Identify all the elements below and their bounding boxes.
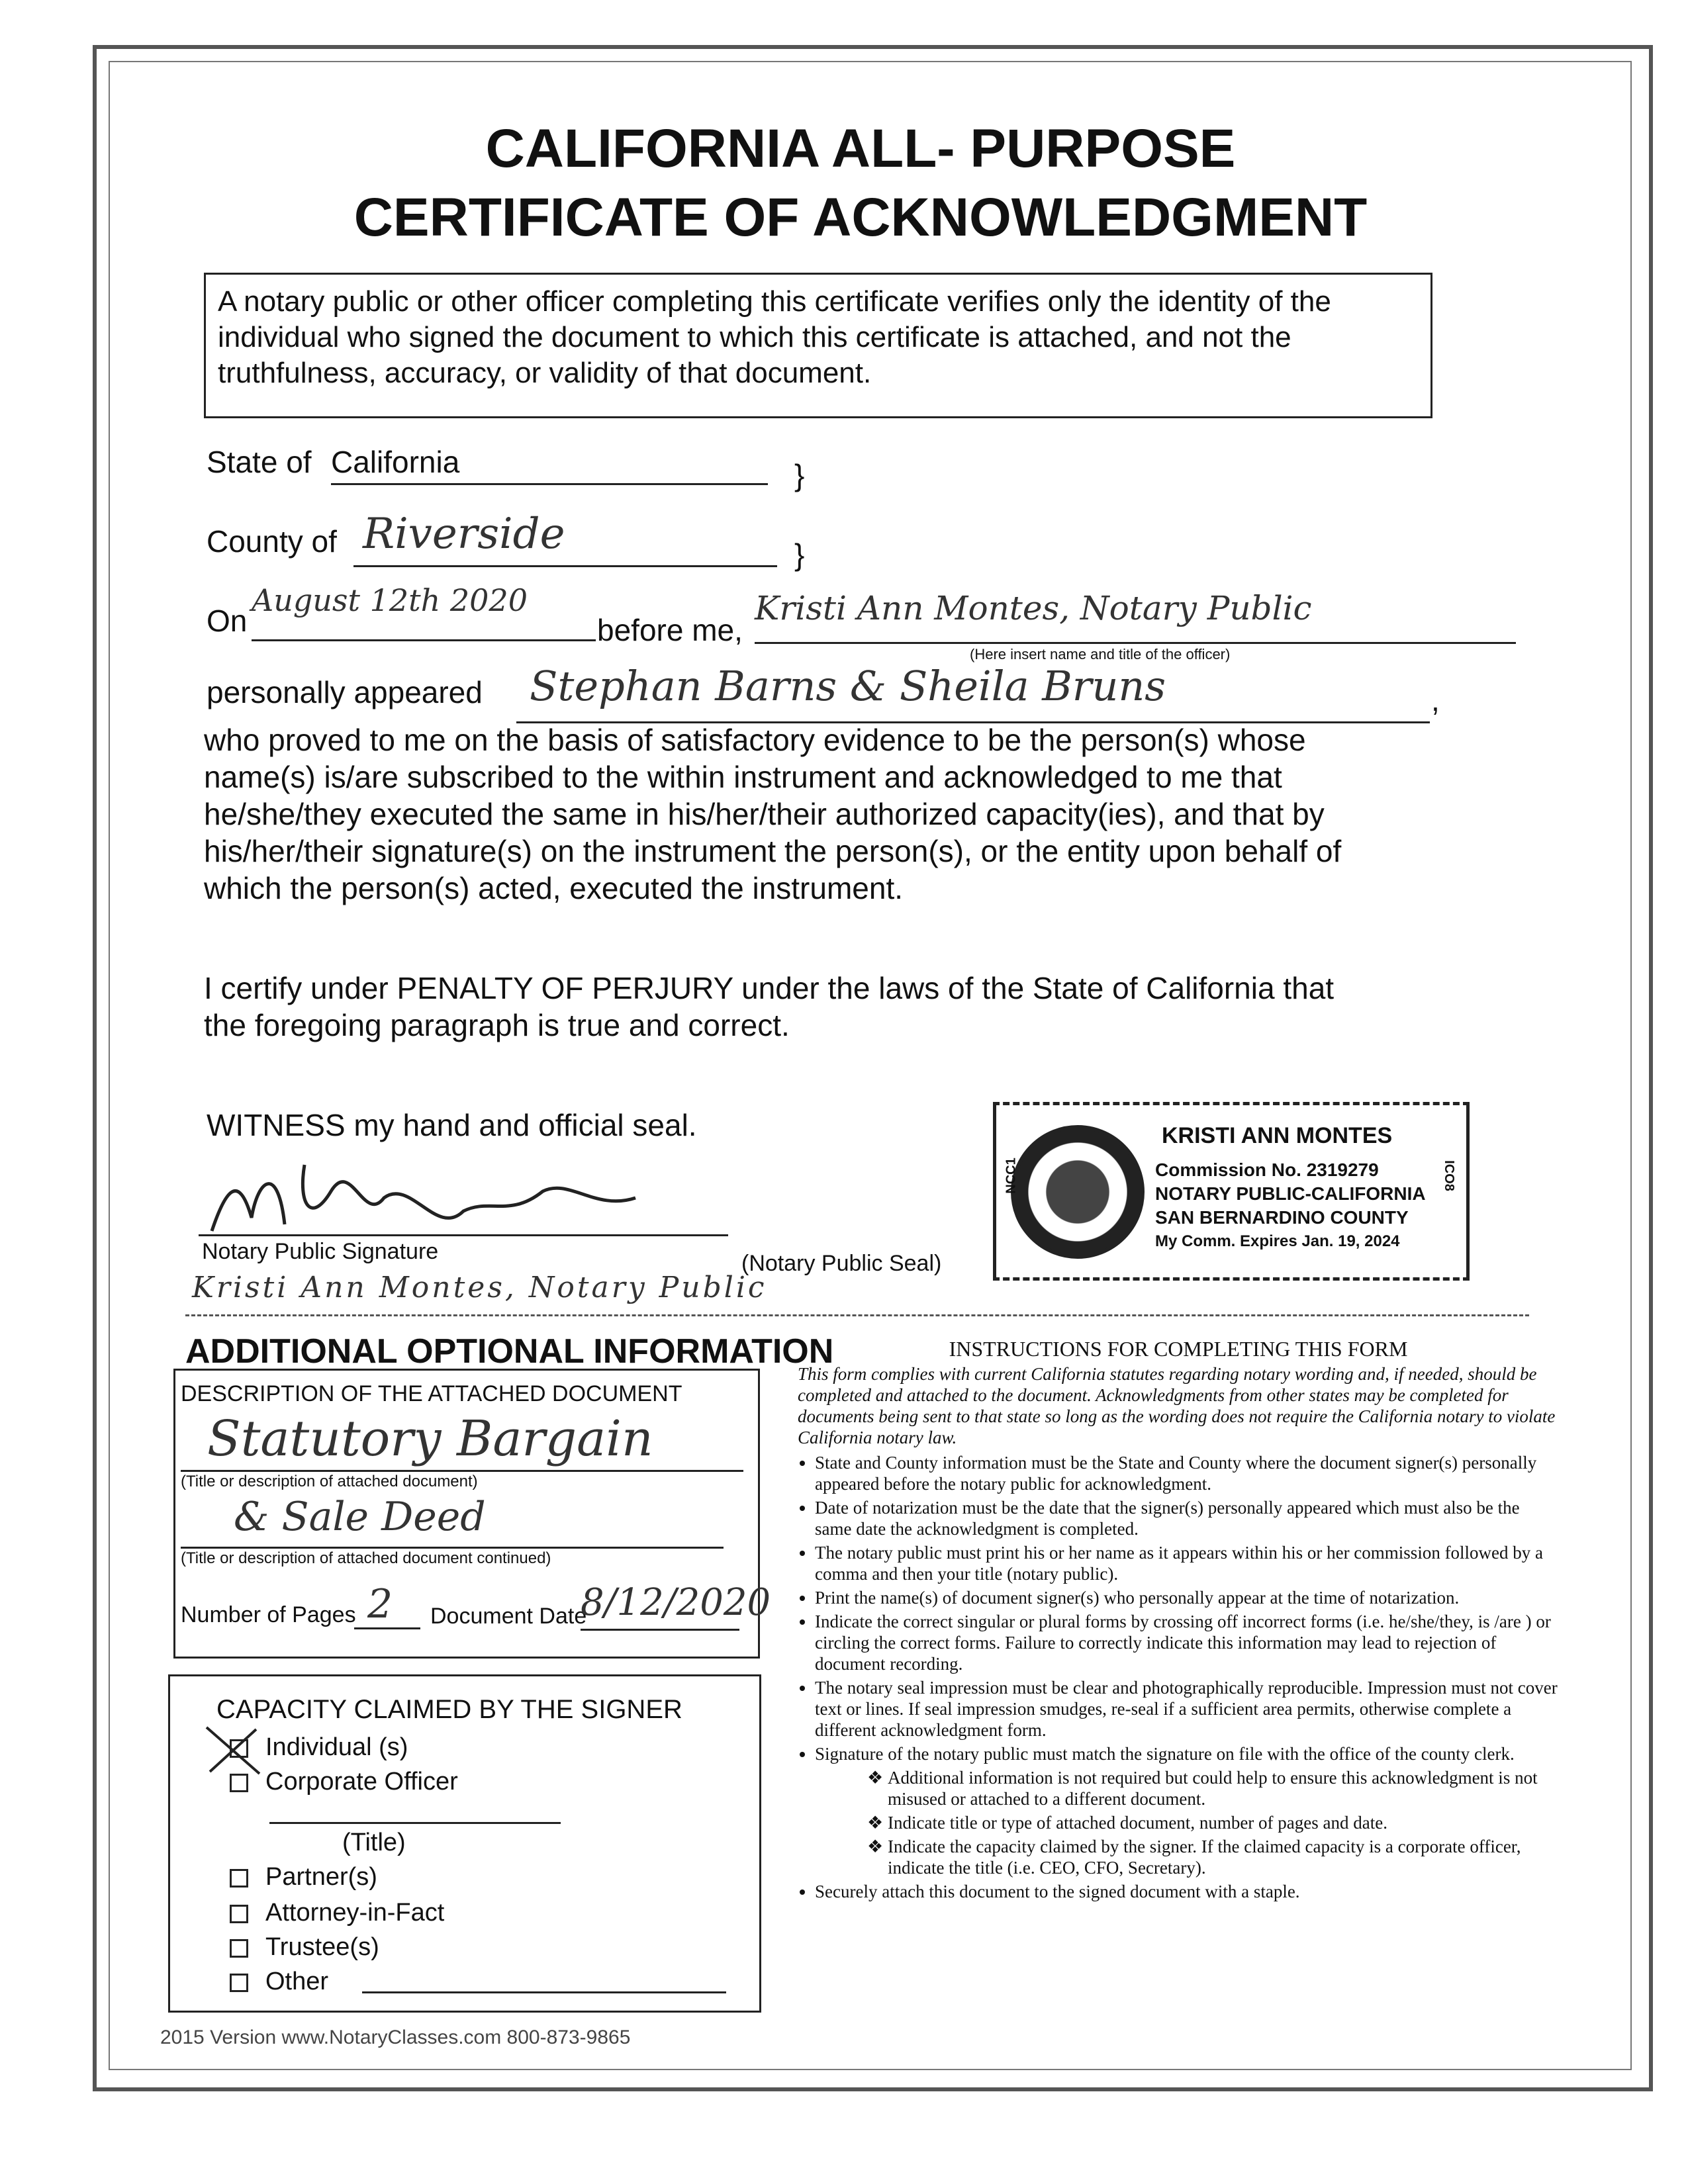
title-line-1: CALIFORNIA ALL- PURPOSE — [485, 118, 1236, 179]
pages-value: 2 — [367, 1581, 393, 1627]
seal-side-left: NCC1 — [1004, 1158, 1019, 1194]
trustee-label: Trustee(s) — [265, 1933, 379, 1961]
corporate-label: Corporate Officer — [265, 1768, 458, 1796]
doc-title-caption: (Title or description of attached document) — [181, 1473, 478, 1490]
state-label: State of — [207, 445, 312, 479]
instruction-item: • Date of notarization must be the date that the signer(s) personally appeared which must also be the same date the acknowledgment is completed. — [815, 1497, 1559, 1539]
state-field — [331, 443, 768, 485]
proof-line: name(s) is/are subscribed to the within instrument and acknowledged to me that — [204, 760, 1282, 794]
instruction-item: • Signature of the notary public must match the signature on file with the office of the county clerk. — [815, 1743, 1559, 1764]
county-label: County of — [207, 524, 337, 559]
instruction-item: • Print the name(s) of document signer(s) who personally appear at the time of notarization. — [815, 1587, 1559, 1608]
instructions — [798, 1338, 1559, 1905]
capacity-other[interactable] — [230, 1968, 328, 1996]
proof-line: which the person(s) acted, executed the instrument. — [204, 871, 904, 905]
partner-label: Partner(s) — [265, 1863, 377, 1891]
instruction-item: • The notary public must print his or her name as it appears within his or her commission followed by a comma and then your title (notary public). — [815, 1542, 1559, 1584]
individual-label: Individual (s) — [265, 1733, 408, 1761]
other-checkbox[interactable] — [230, 1974, 248, 1992]
corporate-checkbox[interactable] — [230, 1774, 248, 1792]
on-label: On — [207, 604, 248, 638]
instruction-item: • Indicate the correct singular or plural forms by crossing off incorrect forms (i.e. he/she/they, is /are ) or circling the correct forms. Failure to correctly indicate this information may lead to rejection of document recording. — [815, 1611, 1559, 1674]
printed-notary-name: Kristi Ann Montes, Notary Public — [192, 1271, 767, 1304]
officer-caption: (Here insert name and title of the officer) — [970, 646, 1231, 662]
instruction-item: • The notary seal impression must be clear and photographically reproducible. Impression must not cover text or lines. If seal impression smudges, re-seal if a sufficient area permits, otherwise complete a different acknowledgment form. — [815, 1677, 1559, 1741]
notary-signature — [199, 1152, 649, 1244]
doc-date-label: Document Date — [430, 1604, 587, 1629]
instruction-subitem: ❖ Indicate the capacity claimed by the signer. If the claimed capacity is a corporate officer, indicate the title (i.e. CEO, CFO, Secretary). — [888, 1836, 1559, 1878]
witness-statement: WITNESS my hand and official seal. — [207, 1108, 697, 1142]
appeared-value: Stephan Barns & Sheila Bruns — [530, 662, 1166, 710]
perjury-line: I certify under PENALTY OF PERJURY under the laws of the State of California that — [204, 971, 1335, 1005]
seal-expires: My Comm. Expires Jan. 19, 2024 — [1155, 1232, 1400, 1250]
instructions-intro: This form complies with current California statutes regarding notary wording and, if needed, should be completed and attached to the document. Acknowledgments from other states may be completed for documents being sent to that state so long as the wording does not require the California notary to violate California notary law. — [798, 1364, 1556, 1447]
capacity-corporate[interactable] — [230, 1768, 458, 1796]
signature-line — [199, 1234, 728, 1236]
doc-title-cont-field — [181, 1494, 724, 1549]
attorney-checkbox[interactable] — [230, 1905, 248, 1923]
capacity-attorney[interactable] — [230, 1899, 444, 1927]
seal-caption: (Notary Public Seal) — [741, 1251, 942, 1276]
appeared-field — [516, 662, 1430, 723]
title-line-2: CERTIFICATE OF ACKNOWLEDGMENT — [353, 187, 1368, 248]
county-value: Riverside — [363, 510, 565, 559]
seal-side-right: ICO8 — [1441, 1160, 1456, 1191]
instruction-item: • Securely attach this document to the signed document with a staple. — [815, 1881, 1559, 1902]
pages-field — [354, 1581, 420, 1629]
instructions-final — [798, 1881, 1559, 1902]
doc-title-cont-caption: (Title or description of attached document continued) — [181, 1549, 551, 1567]
instruction-item: • State and County information must be the State and County where the document signer(s) personally appeared before the notary public for acknowledgment. — [815, 1452, 1559, 1494]
description-heading: DESCRIPTION OF THE ATTACHED DOCUMENT — [181, 1381, 682, 1406]
footer-version: 2015 Version www.NotaryClasses.com 800-873-9865 — [160, 2026, 631, 2048]
title-line — [269, 1822, 561, 1824]
instructions-list — [798, 1452, 1559, 1764]
notary-seal — [993, 1102, 1470, 1281]
capacity-heading: CAPACITY CLAIMED BY THE SIGNER — [216, 1695, 682, 1724]
additional-heading: ADDITIONAL OPTIONAL INFORMATION — [185, 1332, 834, 1371]
seal-county: SAN BERNARDINO COUNTY — [1155, 1207, 1409, 1228]
doc-title-cont-value: & Sale Deed — [234, 1494, 486, 1540]
appeared-label: personally appeared — [207, 675, 483, 709]
before-me-label: before me, — [597, 613, 743, 647]
trustee-checkbox[interactable] — [230, 1939, 248, 1958]
doc-title-field — [181, 1410, 743, 1472]
state-brace: } — [794, 458, 805, 492]
doc-date-field — [581, 1581, 771, 1631]
signature-caption: Notary Public Signature — [202, 1239, 439, 1264]
pages-label: Number of Pages — [181, 1602, 356, 1627]
state-value: California — [331, 445, 460, 479]
instruction-subitem: ❖ Indicate title or type of attached document, number of pages and date. — [888, 1812, 1559, 1833]
section-divider — [185, 1314, 1529, 1316]
officer-field — [755, 589, 1516, 644]
county-field — [353, 510, 777, 567]
proof-paragraph — [204, 721, 1462, 907]
attorney-label: Attorney-in-Fact — [265, 1899, 445, 1927]
date-value: August 12th 2020 — [252, 582, 528, 618]
capacity-partner[interactable] — [230, 1863, 377, 1891]
doc-title-value: Statutory Bargain — [207, 1410, 653, 1467]
proof-line: his/her/their signature(s) on the instrument the person(s), or the entity upon behalf of — [204, 834, 1342, 868]
seal-name: KRISTI ANN MONTES — [1162, 1123, 1393, 1148]
seal-commission: Commission No. 2319279 — [1155, 1160, 1379, 1180]
state-seal-emblem — [1011, 1125, 1145, 1259]
title-caption: (Title) — [342, 1829, 406, 1856]
instruction-subitem: ❖ Additional information is not required but could help to ensure this acknowledgment is not misused or attached to a different document. — [888, 1767, 1559, 1809]
notice-box: A notary public or other officer completing this certificate verifies only the identity of the individual who signed the document to which this certificate is attached, and not the truthfulness, accuracy, or validity of that document. — [204, 273, 1432, 418]
partner-checkbox[interactable] — [230, 1869, 248, 1888]
perjury-paragraph — [204, 970, 1462, 1044]
capacity-box — [168, 1674, 761, 2013]
officer-value: Kristi Ann Montes, Notary Public — [755, 589, 1312, 627]
date-field — [252, 582, 596, 641]
seal-state: NOTARY PUBLIC-CALIFORNIA — [1155, 1183, 1426, 1204]
capacity-trustee[interactable] — [230, 1933, 379, 1962]
appeared-comma: , — [1431, 683, 1440, 717]
additional-box — [173, 1369, 771, 1659]
county-brace: } — [794, 537, 805, 572]
perjury-line: the foregoing paragraph is true and correct. — [204, 1008, 790, 1042]
doc-date-value: 8/12/2020 — [581, 1581, 771, 1624]
other-line — [362, 1991, 726, 1993]
instructions-heading: INSTRUCTIONS FOR COMPLETING THIS FORM — [949, 1337, 1408, 1361]
proof-line: who proved to me on the basis of satisfactory evidence to be the person(s) whose — [204, 723, 1306, 757]
instructions-sublist — [870, 1767, 1559, 1878]
proof-line: he/she/they executed the same in his/her/their authorized capacity(ies), and that by — [204, 797, 1325, 831]
other-label: Other — [265, 1968, 329, 1995]
